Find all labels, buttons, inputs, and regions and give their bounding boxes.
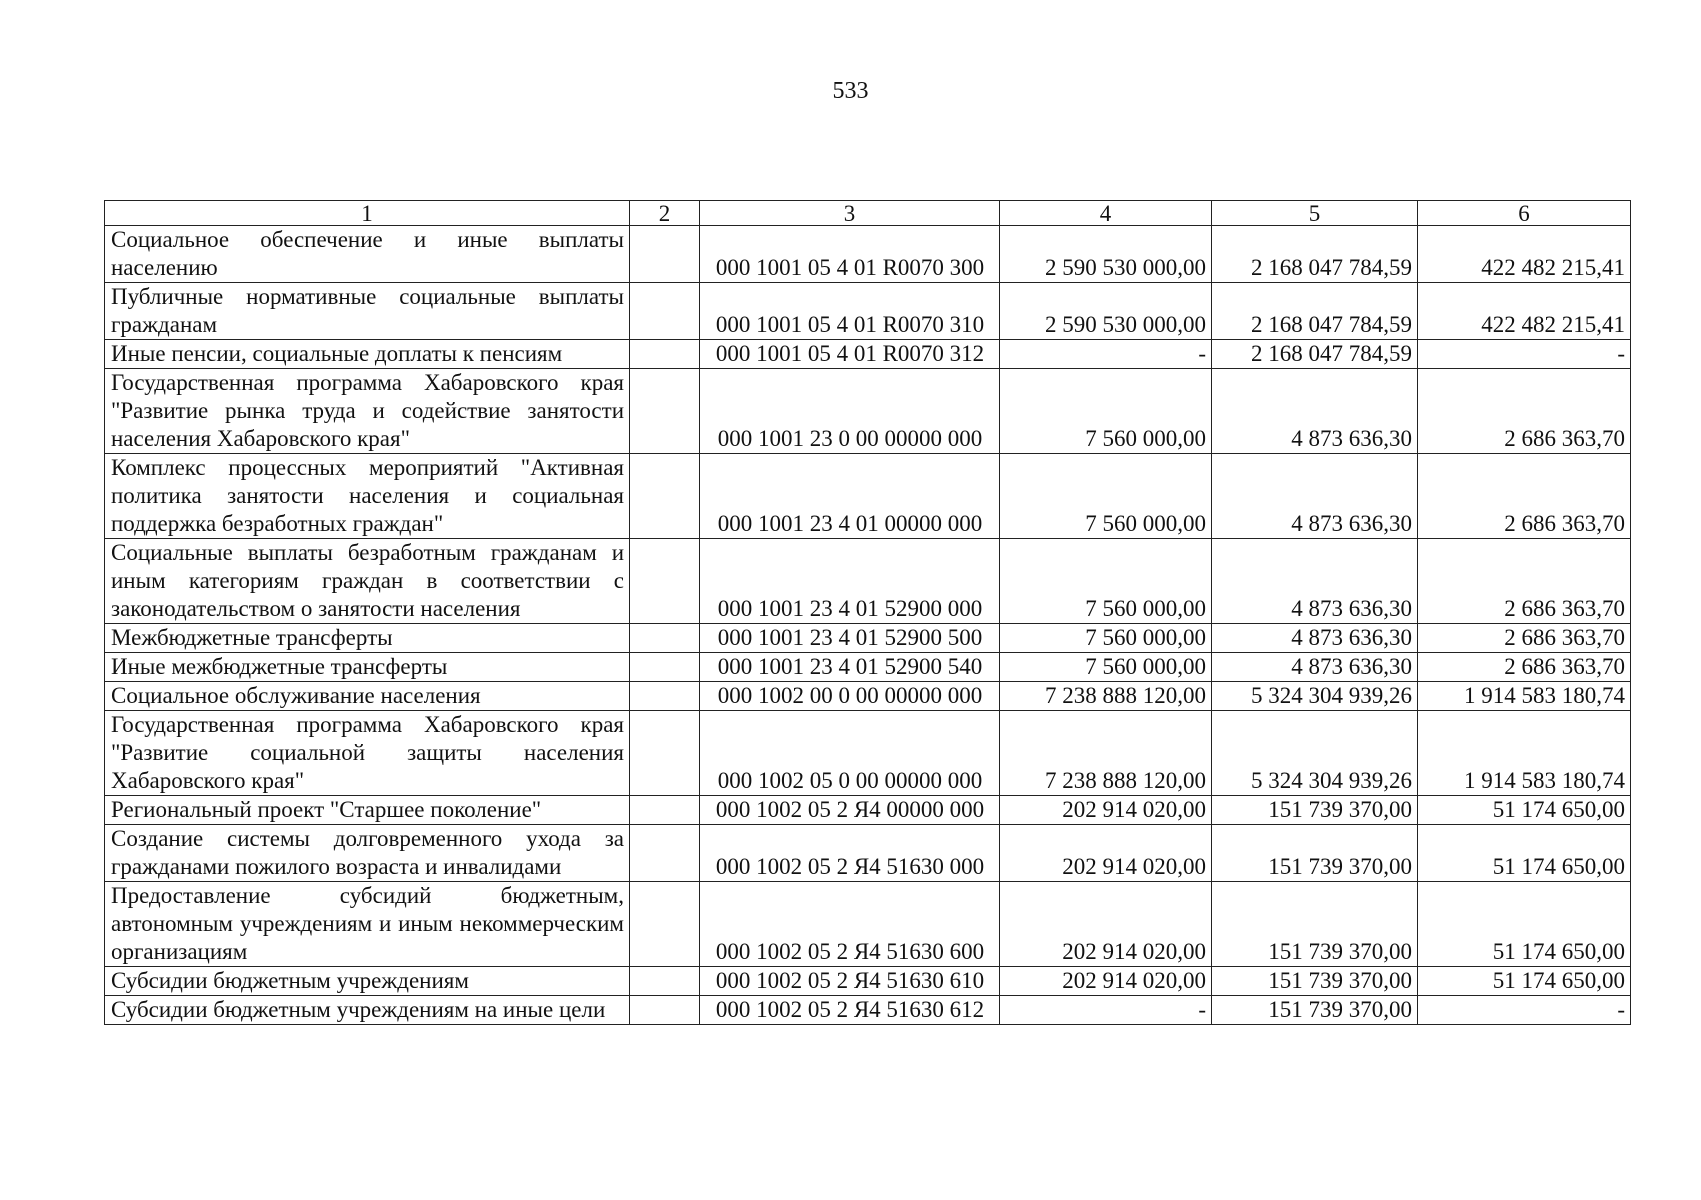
row-col5-value: 2 168 047 784,59: [1212, 340, 1418, 369]
row-col4-value: 7 560 000,00: [1000, 454, 1212, 539]
row-col4-value: 202 914 020,00: [1000, 796, 1212, 825]
row-code: 000 1002 05 0 00 00000 000: [700, 711, 1000, 796]
row-col4-value: 7 238 888 120,00: [1000, 682, 1212, 711]
row-col5-value: 2 168 047 784,59: [1212, 226, 1418, 283]
row-col5-value: 151 739 370,00: [1212, 825, 1418, 882]
row-code: 000 1001 23 4 01 00000 000: [700, 454, 1000, 539]
row-col5-value: 5 324 304 939,26: [1212, 682, 1418, 711]
table-row: [105, 653, 1631, 682]
row-code: 000 1001 05 4 01 R0070 300: [700, 226, 1000, 283]
row-col4-value: 2 590 530 000,00: [1000, 226, 1212, 283]
row-col2: [630, 996, 700, 1025]
row-code: 000 1001 05 4 01 R0070 312: [700, 340, 1000, 369]
row-name: Региональный проект "Старшее поколение": [105, 796, 630, 825]
budget-table: [104, 200, 1631, 1025]
row-name: Комплекс процессных мероприятий "Активная политика занятости населения и социальная поддержка безработных граждан": [105, 454, 630, 539]
table-row: [105, 967, 1631, 996]
row-col4-value: 7 560 000,00: [1000, 624, 1212, 653]
row-col4-value: 2 590 530 000,00: [1000, 283, 1212, 340]
row-col4-value: 7 238 888 120,00: [1000, 711, 1212, 796]
row-col5-value: 151 739 370,00: [1212, 882, 1418, 967]
row-col5-value: 4 873 636,30: [1212, 454, 1418, 539]
row-col6-value: 51 174 650,00: [1418, 967, 1631, 996]
row-code: 000 1002 00 0 00 00000 000: [700, 682, 1000, 711]
row-name: Социальное обеспечение и иные выплаты населению: [105, 226, 630, 283]
page-number: 533: [832, 78, 869, 104]
row-name: Иные пенсии, социальные доплаты к пенсиям: [105, 340, 630, 369]
row-code: 000 1002 05 2 Я4 51630 000: [700, 825, 1000, 882]
row-col4-value: -: [1000, 340, 1212, 369]
row-code: 000 1002 05 2 Я4 51630 610: [700, 967, 1000, 996]
row-name: Государственная программа Хабаровского края "Развитие рынка труда и содействие занятости населения Хабаровского края": [105, 369, 630, 454]
table-row: [105, 340, 1631, 369]
table-row: [105, 882, 1631, 967]
row-col2: [630, 825, 700, 882]
row-col2: [630, 967, 700, 996]
row-col6-value: 51 174 650,00: [1418, 825, 1631, 882]
row-name: Субсидии бюджетным учреждениям: [105, 967, 630, 996]
table-row: [105, 369, 1631, 454]
table-row: [105, 996, 1631, 1025]
column-header-3: 3: [700, 201, 1000, 226]
row-col6-value: 2 686 363,70: [1418, 653, 1631, 682]
row-col2: [630, 882, 700, 967]
row-col5-value: 5 324 304 939,26: [1212, 711, 1418, 796]
table-row: [105, 796, 1631, 825]
column-header-1: 1: [105, 201, 630, 226]
table-row: [105, 711, 1631, 796]
row-col5-value: 4 873 636,30: [1212, 624, 1418, 653]
row-col6-value: 2 686 363,70: [1418, 539, 1631, 624]
column-header-2: 2: [630, 201, 700, 226]
row-col2: [630, 711, 700, 796]
row-name: Иные межбюджетные трансферты: [105, 653, 630, 682]
row-col2: [630, 226, 700, 283]
row-col5-value: 151 739 370,00: [1212, 796, 1418, 825]
row-col2: [630, 796, 700, 825]
row-col4-value: -: [1000, 996, 1212, 1025]
column-number-row: [105, 201, 1631, 226]
row-col2: [630, 682, 700, 711]
row-code: 000 1001 23 0 00 00000 000: [700, 369, 1000, 454]
row-name: Социальное обслуживание населения: [105, 682, 630, 711]
row-col6-value: -: [1418, 340, 1631, 369]
row-col6-value: 2 686 363,70: [1418, 454, 1631, 539]
row-col4-value: 202 914 020,00: [1000, 967, 1212, 996]
row-col6-value: 51 174 650,00: [1418, 882, 1631, 967]
table-row: [105, 283, 1631, 340]
row-col4-value: 202 914 020,00: [1000, 825, 1212, 882]
row-name: Социальные выплаты безработным гражданам и иным категориям граждан в соответствии с законодательством о занятости населения: [105, 539, 630, 624]
row-col4-value: 202 914 020,00: [1000, 882, 1212, 967]
row-col6-value: -: [1418, 996, 1631, 1025]
table-row: [105, 454, 1631, 539]
row-code: 000 1001 23 4 01 52900 540: [700, 653, 1000, 682]
row-col2: [630, 283, 700, 340]
table-row: [105, 539, 1631, 624]
table-row: [105, 682, 1631, 711]
table-row: [105, 825, 1631, 882]
column-header-4: 4: [1000, 201, 1212, 226]
row-col6-value: 51 174 650,00: [1418, 796, 1631, 825]
row-col6-value: 1 914 583 180,74: [1418, 711, 1631, 796]
column-header-6: 6: [1418, 201, 1631, 226]
row-col4-value: 7 560 000,00: [1000, 539, 1212, 624]
row-code: 000 1002 05 2 Я4 51630 612: [700, 996, 1000, 1025]
row-col5-value: 151 739 370,00: [1212, 996, 1418, 1025]
row-name: Публичные нормативные социальные выплаты гражданам: [105, 283, 630, 340]
row-code: 000 1001 05 4 01 R0070 310: [700, 283, 1000, 340]
row-col2: [630, 454, 700, 539]
row-code: 000 1002 05 2 Я4 51630 600: [700, 882, 1000, 967]
row-code: 000 1001 23 4 01 52900 500: [700, 624, 1000, 653]
row-col6-value: 2 686 363,70: [1418, 369, 1631, 454]
table-row: [105, 624, 1631, 653]
table-row: [105, 226, 1631, 283]
row-col4-value: 7 560 000,00: [1000, 653, 1212, 682]
row-col6-value: 422 482 215,41: [1418, 226, 1631, 283]
row-name: Субсидии бюджетным учреждениям на иные цели: [105, 996, 630, 1025]
row-name: Государственная программа Хабаровского края "Развитие социальной защиты населения Хабаровского края": [105, 711, 630, 796]
row-col2: [630, 653, 700, 682]
column-header-5: 5: [1212, 201, 1418, 226]
row-col2: [630, 539, 700, 624]
row-name: Межбюджетные трансферты: [105, 624, 630, 653]
row-code: 000 1002 05 2 Я4 00000 000: [700, 796, 1000, 825]
row-col5-value: 151 739 370,00: [1212, 967, 1418, 996]
row-col5-value: 4 873 636,30: [1212, 539, 1418, 624]
row-col5-value: 4 873 636,30: [1212, 653, 1418, 682]
row-col5-value: 2 168 047 784,59: [1212, 283, 1418, 340]
row-col2: [630, 340, 700, 369]
row-col6-value: 1 914 583 180,74: [1418, 682, 1631, 711]
row-col2: [630, 624, 700, 653]
row-name: Предоставление субсидий бюджетным, автономным учреждениям и иным некоммерческим организациям: [105, 882, 630, 967]
row-col6-value: 2 686 363,70: [1418, 624, 1631, 653]
row-name: Создание системы долговременного ухода за гражданами пожилого возраста и инвалидами: [105, 825, 630, 882]
row-col6-value: 422 482 215,41: [1418, 283, 1631, 340]
row-col4-value: 7 560 000,00: [1000, 369, 1212, 454]
row-col2: [630, 369, 700, 454]
row-code: 000 1001 23 4 01 52900 000: [700, 539, 1000, 624]
row-col5-value: 4 873 636,30: [1212, 369, 1418, 454]
